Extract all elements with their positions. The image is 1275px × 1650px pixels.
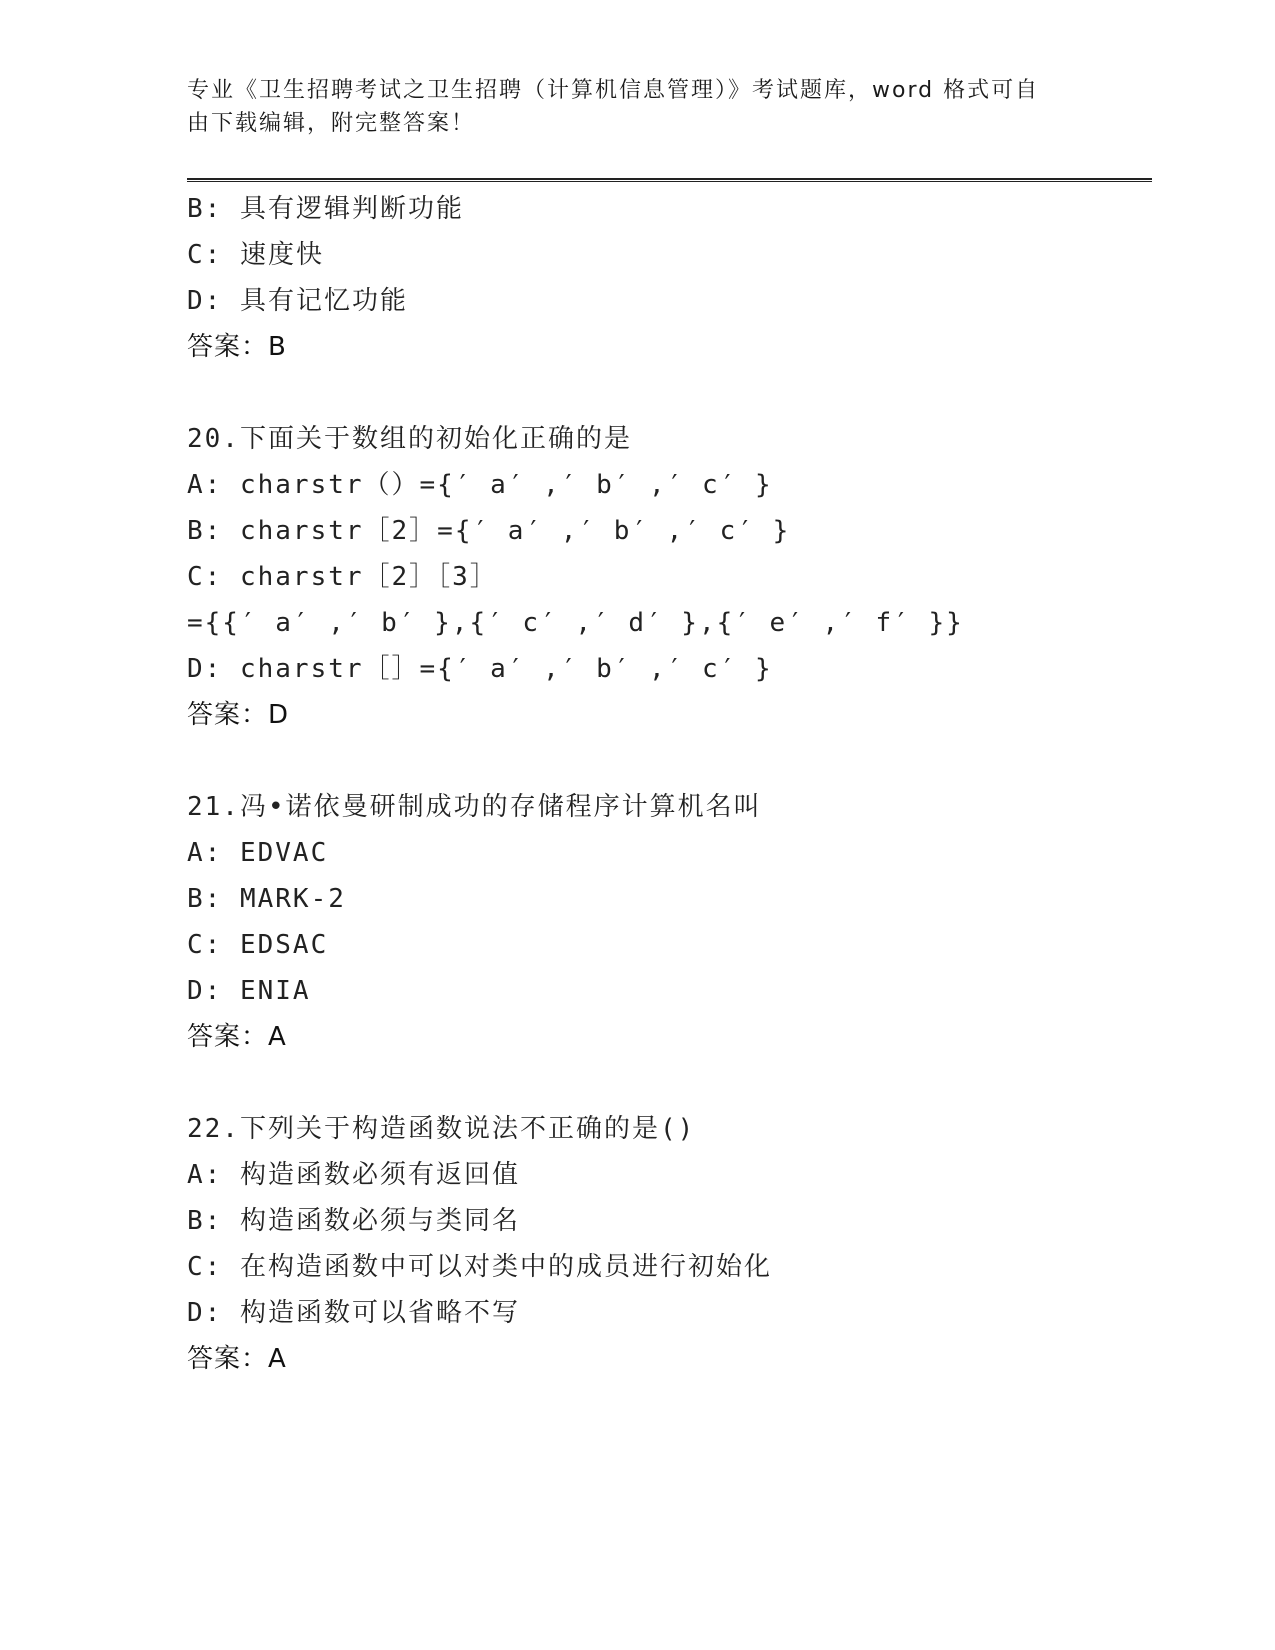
option-a: A: charstr（）={′ a′ ,′ b′ ,′ c′ } (187, 470, 773, 500)
spacer (187, 738, 1147, 784)
option-b: B: 具有逻辑判断功能 (187, 194, 464, 224)
option-d: D: ENIA (187, 976, 311, 1006)
option-a: A: 构造函数必须有返回值 (187, 1160, 520, 1190)
option-d: D: charstr［］={′ a′ ,′ b′ ,′ c′ } (187, 654, 773, 684)
option-b: B: MARK-2 (187, 884, 346, 914)
spacer (187, 370, 1147, 416)
answer: 答案：A (187, 1344, 287, 1374)
answer: 答案：A (187, 1022, 287, 1052)
option-d: D: 构造函数可以省略不写 (187, 1298, 520, 1328)
option-b: B: 构造函数必须与类同名 (187, 1206, 520, 1236)
question-text: 21.冯•诺依曼研制成功的存储程序计算机名叫 (187, 792, 762, 822)
question-list (187, 186, 1147, 1382)
option-c: C: EDSAC (187, 930, 329, 960)
answer: 答案：B (187, 332, 287, 362)
option-c-continued: ={{′ a′ ,′ b′ },{′ c′ ,′ d′ },{′ e′ ,′ f′ }} (187, 608, 964, 638)
question-text: 22.下列关于构造函数说法不正确的是() (187, 1114, 696, 1144)
question-text: 20.下面关于数组的初始化正确的是 (187, 424, 632, 454)
spacer (187, 1060, 1147, 1106)
question-21 (187, 784, 1147, 1060)
header-divider (187, 178, 1152, 182)
answer: 答案：D (187, 700, 290, 730)
header-line-1: 专业《卫生招聘考试之卫生招聘（计算机信息管理）》考试题库，word 格式可自 (187, 78, 1040, 103)
option-b: B: charstr［2］={′ a′ ,′ b′ ,′ c′ } (187, 516, 791, 546)
option-a: A: EDVAC (187, 838, 329, 868)
option-c: C: charstr［2］［3］ (187, 562, 498, 592)
question-20 (187, 416, 1147, 738)
option-d: D: 具有记忆功能 (187, 286, 408, 316)
header-line-2: 由下载编辑，附完整答案！ (187, 111, 476, 136)
option-c: C: 在构造函数中可以对类中的成员进行初始化 (187, 1252, 772, 1282)
page-header (187, 74, 1067, 140)
option-c: C: 速度快 (187, 240, 324, 270)
question-22 (187, 1106, 1147, 1382)
question-19-tail (187, 186, 1147, 370)
